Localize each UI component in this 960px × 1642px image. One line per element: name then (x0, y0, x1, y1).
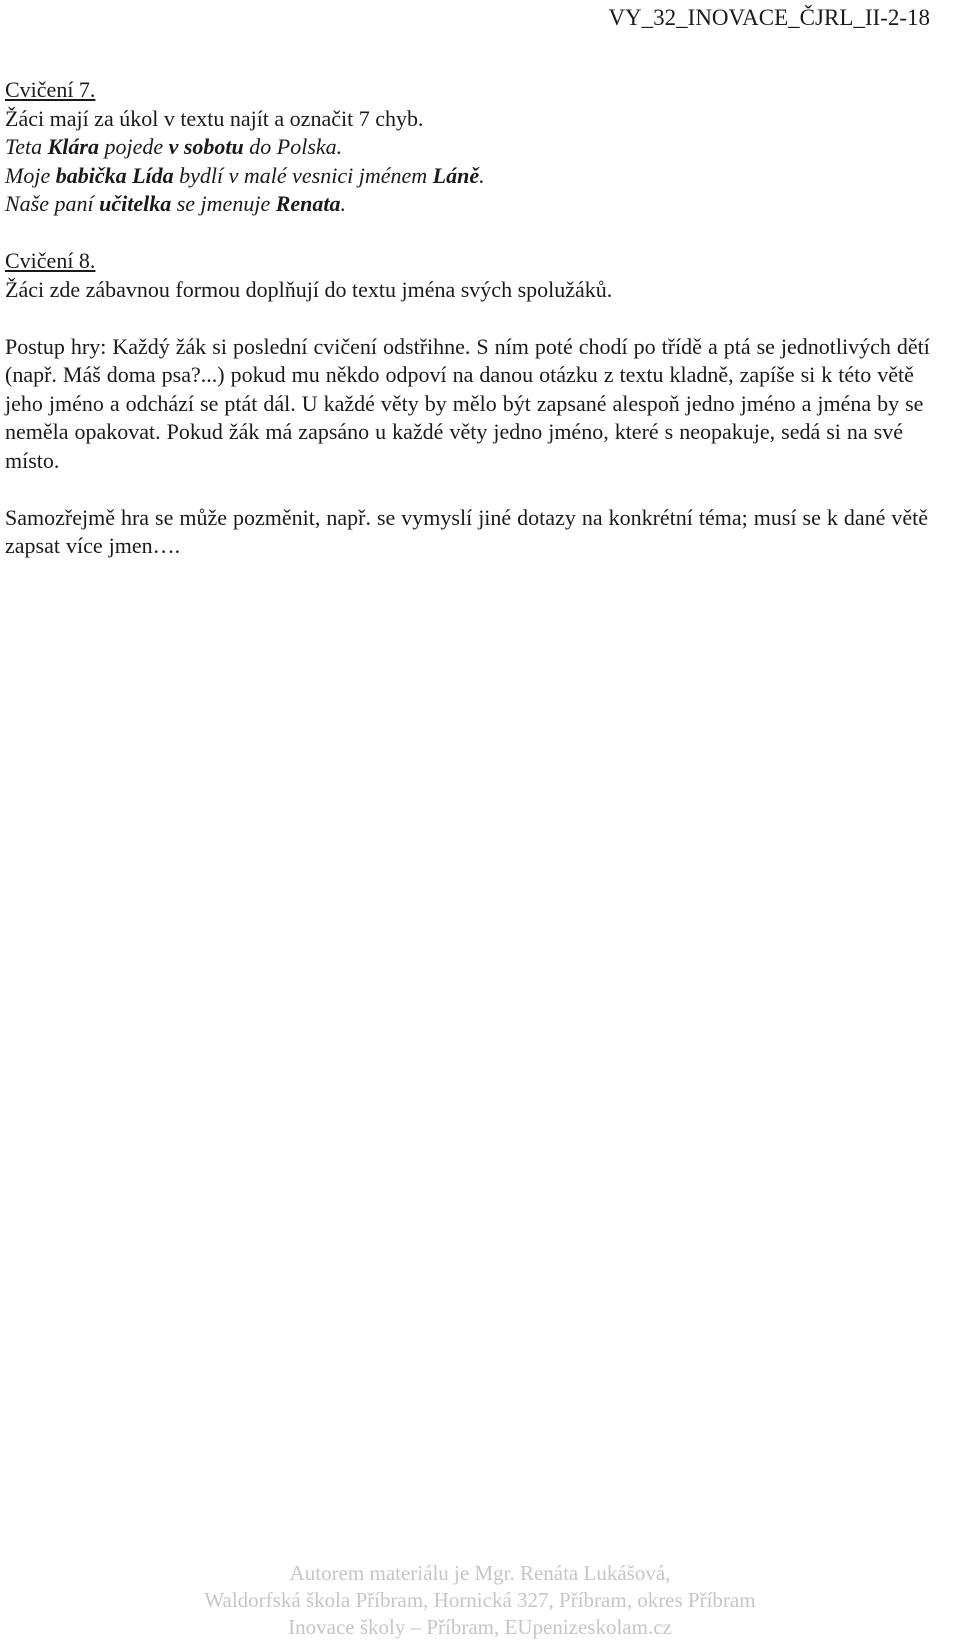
document-body (5, 76, 940, 561)
sentence-fragment: se jmenuje (171, 191, 276, 216)
sentence-fragment: Moje (5, 162, 56, 188)
emphasized-word: učitelka (99, 191, 172, 216)
emphasized-word: Láně (432, 162, 480, 188)
footer-author: Autorem materiálu je Mgr. Renáta Lukášová, (289, 1561, 671, 1585)
spacer (5, 304, 940, 333)
footer-project: Inovace školy – Příbram, EUpenizeskolam.cz (288, 1615, 672, 1639)
emphasized-word: Klára (47, 134, 99, 159)
exercise-7-sentence (5, 190, 940, 219)
exercise-7-sentence (5, 133, 940, 162)
exercise-8-heading: Cvičení 8. (5, 248, 96, 273)
exercise-7-heading: Cvičení 7. (5, 77, 96, 102)
sentence-fragment: bydlí v malé vesnici jménem (173, 162, 433, 188)
game-rules-paragraph: Postup hry: Každý žák si poslední cvičení odstřihne. S ním poté chodí po třídě a ptá se jednotlivých dětí (např. Máš doma psa?...) pokud mu někdo odpoví na danou otázku z textu kladně, zapíše si k této větě jeho jméno a odchází se ptát dál. U každé věty by mělo být zapsané alespoň jedno jméno a jména by se neměla opakovat. Pokud žák má zapsáno u každé věty jedno jméno, které s neopakuje, sedá si na své místo. (5, 333, 930, 473)
exercise-7-instruction: Žáci mají za úkol v textu najít a označit 7 chyb. (5, 105, 424, 131)
exercise-8-instruction: Žáci zde zábavnou formou doplňují do textu jména svých spolužáků. (5, 276, 613, 302)
spacer (5, 475, 940, 504)
sentence-fragment: pojede (98, 134, 169, 159)
page-footer (0, 1560, 960, 1641)
footer-school: Waldorfská škola Příbram, Hornická 327, Příbram, okres Příbram (204, 1588, 756, 1612)
sentence-fragment: . (340, 191, 346, 216)
sentence-fragment: do Polska. (243, 134, 343, 159)
exercise-7-sentence (5, 162, 940, 191)
spacer (5, 219, 940, 248)
document-code: VY_32_INOVACE_ČJRL_II-2-18 (608, 5, 930, 30)
sentence-fragment: Teta (5, 134, 48, 159)
emphasized-word: v sobotu (168, 134, 244, 159)
emphasized-word: babička Lída (55, 162, 174, 188)
sentence-fragment: . (479, 162, 485, 188)
sentence-fragment: Naše paní (5, 191, 100, 216)
emphasized-word: Renata (275, 191, 341, 216)
game-variation-paragraph: Samozřejmě hra se může pozměnit, např. se vymyslí jiné dotazy na konkrétní téma; musí se k dané větě zapsat více jmen…. (5, 504, 929, 558)
